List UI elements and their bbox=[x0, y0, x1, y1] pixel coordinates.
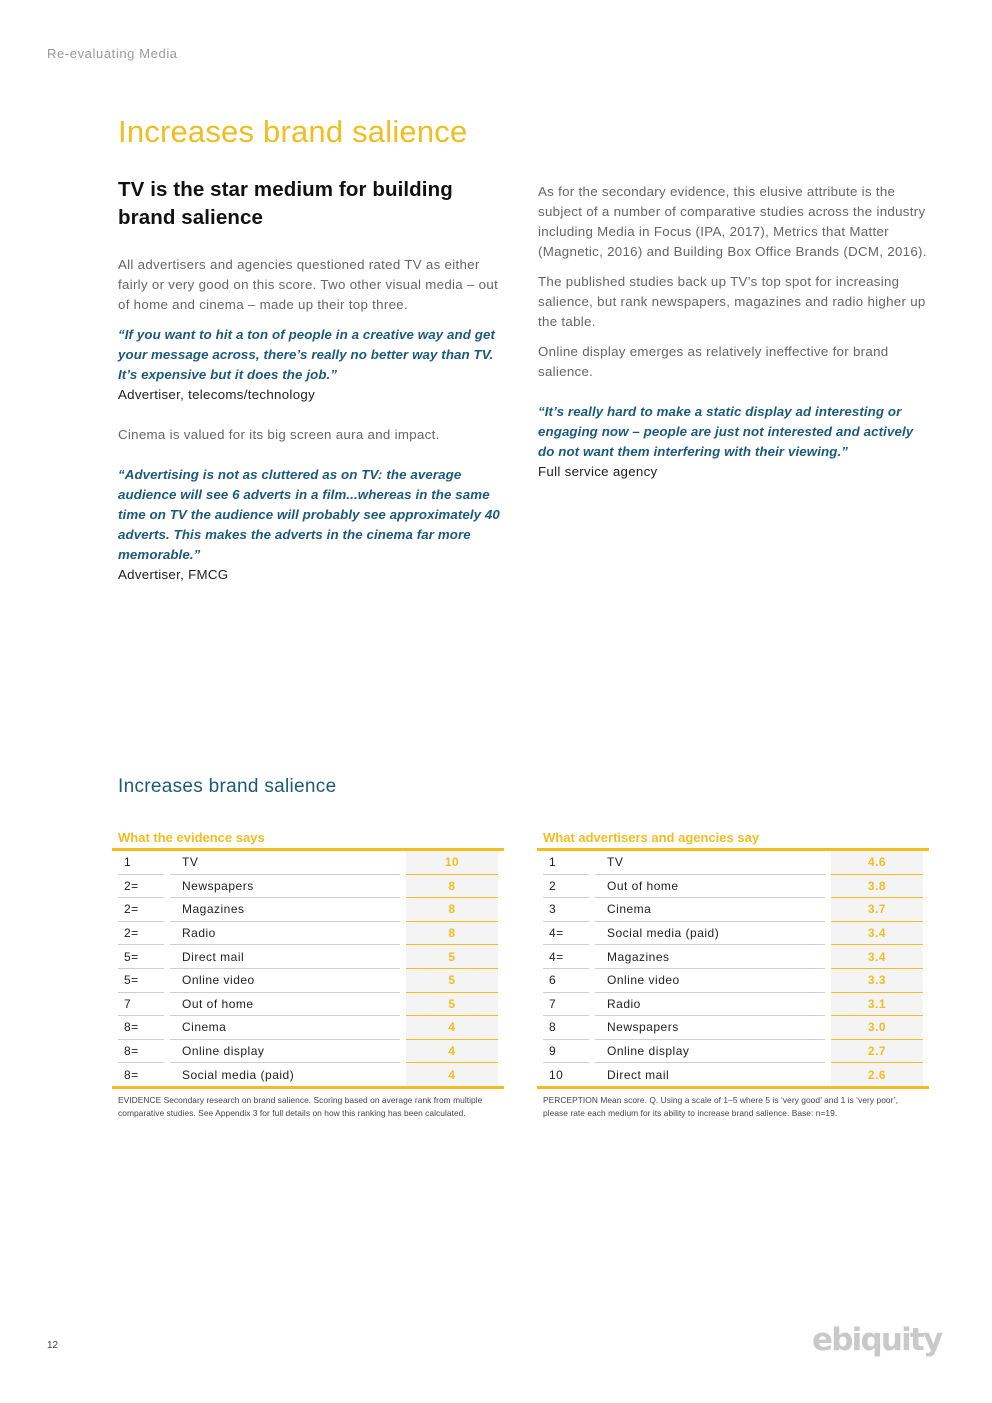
score-cell: 3.7 bbox=[831, 897, 923, 921]
page-title: Increases brand salience bbox=[118, 114, 468, 149]
medium-cell: Out of home bbox=[170, 992, 400, 1016]
table-row bbox=[543, 944, 923, 968]
perception-ranking-table bbox=[537, 848, 929, 1089]
score-cell: 2.7 bbox=[831, 1039, 923, 1063]
medium-cell: Online display bbox=[170, 1039, 400, 1063]
paragraph: The published studies back up TV’s top spot for increasing salience, but rank newspapers, magazines and radio higher up the table. bbox=[538, 274, 926, 329]
medium-cell: Magazines bbox=[595, 944, 825, 968]
rank-cell: 1 bbox=[124, 855, 132, 870]
rank-cell: 1 bbox=[549, 855, 557, 870]
score-cell: 8 bbox=[406, 921, 498, 945]
score-cell: 3.1 bbox=[831, 992, 923, 1016]
score-cell: 8 bbox=[406, 897, 498, 921]
score-cell: 8 bbox=[406, 874, 498, 898]
medium-cell: Newspapers bbox=[595, 1015, 825, 1039]
score-cell: 4 bbox=[406, 1015, 498, 1039]
table-row bbox=[543, 1062, 923, 1086]
rank-cell: 4= bbox=[543, 944, 589, 968]
rank-cell: 3 bbox=[543, 897, 589, 921]
medium-cell: Newspapers bbox=[170, 874, 400, 898]
score-cell: 3.4 bbox=[831, 921, 923, 945]
score-cell: 4 bbox=[406, 1039, 498, 1063]
medium-cell: Online video bbox=[595, 968, 825, 992]
medium-cell: Online display bbox=[595, 1039, 825, 1063]
table-row bbox=[543, 992, 923, 1016]
table-row bbox=[118, 921, 498, 945]
rank-cell: 5= bbox=[118, 968, 164, 992]
ebiquity-logo: ebiquity bbox=[812, 1322, 942, 1358]
tables-section-title: Increases brand salience bbox=[118, 776, 337, 797]
table-footnote: EVIDENCE Secondary research on brand salience. Scoring based on average rank from multiple comparative studies. See Appendix 3 for full details on how this ranking has been calculated. bbox=[118, 1094, 483, 1118]
score-cell: 5 bbox=[406, 992, 498, 1016]
left-column bbox=[118, 176, 503, 585]
score-cell: 2.6 bbox=[831, 1062, 923, 1086]
rank-cell: 7 bbox=[543, 992, 589, 1016]
rank-cell: 8= bbox=[118, 1015, 164, 1039]
rank-cell: 2= bbox=[118, 897, 164, 921]
rank-cell: 8= bbox=[118, 1062, 164, 1086]
table-row bbox=[118, 1039, 498, 1063]
paragraph: All advertisers and agencies questioned rated TV as either fairly or very good on this score. Two other visual media – out of home and cinema – made up their top three. bbox=[118, 257, 499, 312]
medium-cell: TV bbox=[182, 855, 199, 870]
rank-cell: 4= bbox=[543, 921, 589, 945]
evidence-ranking-table bbox=[112, 848, 504, 1089]
table-row bbox=[543, 1015, 923, 1039]
score-cell: 4.6 bbox=[831, 851, 923, 874]
rank-cell: 7 bbox=[118, 992, 164, 1016]
score-cell: 4 bbox=[406, 1062, 498, 1086]
quote-attribution: Advertiser, telecoms/technology bbox=[118, 387, 316, 402]
perception-table-block bbox=[543, 830, 923, 1120]
score-cell: 3.4 bbox=[831, 944, 923, 968]
rank-cell: 5= bbox=[118, 944, 164, 968]
table-row bbox=[118, 968, 498, 992]
quote: “If you want to hit a ton of people in a creative way and get your message across, there’s really no better way than TV. It’s expensive but it does the job.” bbox=[118, 327, 495, 382]
medium-cell: Out of home bbox=[595, 874, 825, 898]
table-row bbox=[543, 874, 923, 898]
medium-cell: Cinema bbox=[170, 1015, 400, 1039]
medium-cell: Direct mail bbox=[595, 1062, 825, 1086]
rank-cell: 8= bbox=[118, 1039, 164, 1063]
table-row bbox=[118, 944, 498, 968]
table-row bbox=[118, 992, 498, 1016]
score-cell: 3.8 bbox=[831, 874, 923, 898]
medium-cell: Social media (paid) bbox=[170, 1062, 400, 1086]
table-row bbox=[543, 921, 923, 945]
table-row bbox=[118, 874, 498, 898]
rank-cell: 8 bbox=[543, 1015, 589, 1039]
quote-attribution: Advertiser, FMCG bbox=[118, 567, 229, 582]
table-row bbox=[543, 897, 923, 921]
table-row bbox=[543, 851, 923, 874]
evidence-table-block bbox=[118, 830, 498, 1120]
table-caption: What advertisers and agencies say bbox=[543, 830, 760, 845]
medium-cell: Radio bbox=[170, 921, 400, 945]
score-cell: 10 bbox=[406, 851, 498, 874]
quote: “It’s really hard to make a static display ad interesting or engaging now – people are just not interested and actively do not want them interfering with their viewing.” bbox=[538, 404, 914, 459]
score-cell: 3.0 bbox=[831, 1015, 923, 1039]
score-cell: 5 bbox=[406, 944, 498, 968]
table-row bbox=[543, 968, 923, 992]
score-cell: 3.3 bbox=[831, 968, 923, 992]
rank-cell: 10 bbox=[543, 1062, 589, 1086]
paragraph: Cinema is valued for its big screen aura and impact. bbox=[118, 427, 440, 442]
rank-cell: 2 bbox=[543, 874, 589, 898]
right-column bbox=[538, 182, 928, 482]
medium-cell: Social media (paid) bbox=[595, 921, 825, 945]
section-subheading: TV is the star medium for building brand salience bbox=[118, 178, 453, 229]
score-cell: 5 bbox=[406, 968, 498, 992]
quote-attribution: Full service agency bbox=[538, 464, 658, 479]
rank-cell: 2= bbox=[118, 874, 164, 898]
table-row bbox=[118, 1015, 498, 1039]
table-row bbox=[118, 1062, 498, 1086]
rank-cell: 9 bbox=[543, 1039, 589, 1063]
table-footnote: PERCEPTION Mean score. Q. Using a scale of 1–5 where 5 is ‘very good’ and 1 is ‘very poor’, please rate each medium for its ability to increase brand salience. Base: n=19. bbox=[543, 1094, 899, 1118]
running-header: Re-evaluating Media bbox=[47, 46, 178, 61]
medium-cell: Online video bbox=[170, 968, 400, 992]
quote: “Advertising is not as cluttered as on TV: the average audience will see 6 adverts in a film...whereas in the same time on TV the audience will probably see approximately 40 adverts. This makes the adverts in the cinema far more memorable.” bbox=[118, 467, 500, 562]
table-body bbox=[118, 851, 498, 1086]
page-number: 12 bbox=[47, 1340, 59, 1351]
medium-cell: TV bbox=[607, 855, 624, 870]
table-caption: What the evidence says bbox=[118, 830, 265, 845]
table-row bbox=[543, 1039, 923, 1063]
paragraph: Online display emerges as relatively ineffective for brand salience. bbox=[538, 344, 889, 379]
table-row bbox=[118, 897, 498, 921]
paragraph: As for the secondary evidence, this elusive attribute is the subject of a number of comparative studies across the industry including Media in Focus (IPA, 2017), Metrics that Matter (Magnetic, 2016) and Building Box Office Brands (DCM, 2016). bbox=[538, 184, 927, 259]
table-body bbox=[543, 851, 923, 1086]
medium-cell: Radio bbox=[595, 992, 825, 1016]
medium-cell: Direct mail bbox=[170, 944, 400, 968]
rank-cell: 6 bbox=[543, 968, 589, 992]
rank-cell: 2= bbox=[118, 921, 164, 945]
table-row bbox=[118, 851, 498, 874]
medium-cell: Magazines bbox=[170, 897, 400, 921]
medium-cell: Cinema bbox=[595, 897, 825, 921]
